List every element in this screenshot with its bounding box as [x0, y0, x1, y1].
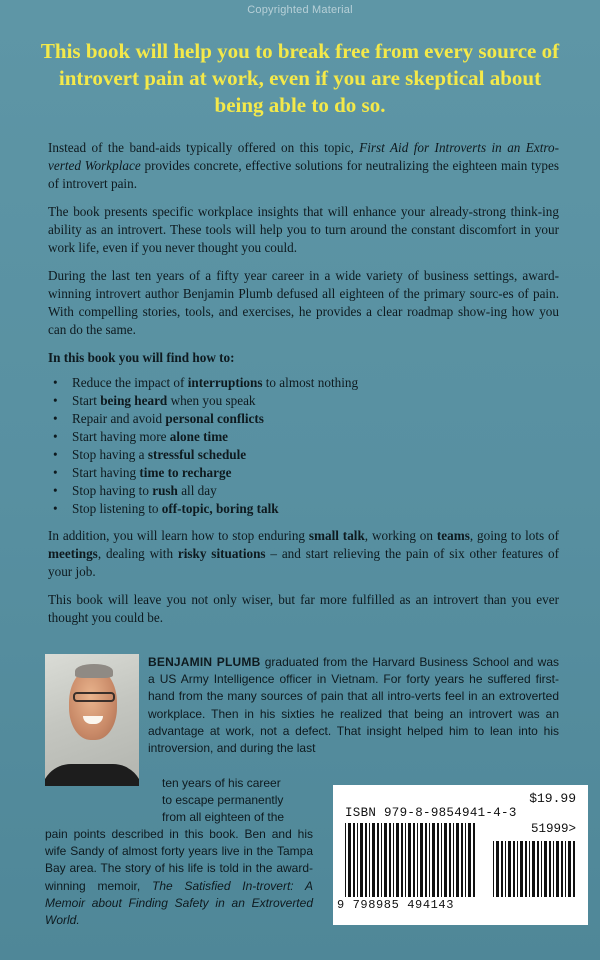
memoir-title: The Satisfied In-trovert: A Memoir about Finding Safety in an Extroverted World. — [45, 878, 313, 928]
barcode-stripe — [396, 823, 399, 897]
insights-paragraph: The book presents specific workplace insights that will enhance your already-strong think-ing ability as an introvert. These tools will help you to turn around the constant discomfort in your work life, even if you never thought you could. — [48, 204, 559, 255]
barcode-stripe — [369, 823, 370, 897]
barcode-bars — [345, 823, 475, 897]
barcode-addon-bars — [493, 841, 575, 897]
barcode-stripe — [381, 823, 382, 897]
barcode-stripe — [357, 823, 358, 897]
barcode-stripe — [468, 823, 471, 897]
barcode-stripe — [505, 841, 506, 897]
barcode-stripe — [532, 841, 535, 897]
bio-line: ten years of his career — [162, 776, 281, 790]
barcode-stripe — [389, 823, 391, 897]
copyright-watermark: Copyrighted Material — [247, 4, 353, 16]
barcode-stripe — [425, 823, 427, 897]
barcode-stripe — [360, 823, 363, 897]
intro-text: Instead of the band-aids typically offered on this topic, — [48, 140, 360, 155]
barcode-stripe — [544, 841, 547, 897]
book-title: First Aid for Introverts in an Extro-verted Workplace — [48, 140, 560, 173]
list-item: • Stop having to rush all day — [72, 482, 559, 500]
barcode-panel — [333, 785, 588, 925]
barcode-stripe — [513, 841, 515, 897]
list-item: • Stop having a stressful schedule — [72, 446, 559, 464]
barcode-stripe — [520, 841, 523, 897]
barcode-stripe — [417, 823, 418, 897]
barcode-stripe — [405, 823, 406, 897]
list-item: • Start being heard when you speak — [72, 392, 559, 410]
barcode-stripe — [453, 823, 454, 897]
barcode-stripe — [529, 841, 530, 897]
author-name: BENJAMIN PLUMB — [148, 655, 261, 669]
author-bio-end — [45, 826, 313, 929]
barcode-stripe — [365, 823, 367, 897]
barcode-stripe — [525, 841, 527, 897]
barcode-stripe — [549, 841, 551, 897]
barcode-stripe — [553, 841, 554, 897]
price: $19.99 — [529, 791, 576, 806]
barcode-stripe — [537, 841, 539, 897]
isbn: ISBN 979-8-9854941-4-3 — [345, 806, 517, 820]
list-item: • Start having more alone time — [72, 428, 559, 446]
closing-paragraph: This book will leave you not only wiser, but far more fulfilled as an introvert than you ever thought you could be. — [48, 592, 559, 625]
barcode-stripe — [565, 841, 566, 897]
barcode-stripe — [493, 841, 494, 897]
price-code: 51999> — [530, 822, 576, 836]
author-paragraph: During the last ten years of a fifty year career in a wide variety of business settings, award-winning introvert author Benjamin Plumb defused all eighteen of the primary sourc-es of pain. With compelling stories, tools, and exercises, he provides a clear roadmap show-ing how you can do the same. — [48, 268, 559, 337]
addition-paragraph: In addition, you will learn how to stop enduring small talk, working on teams, going to lots of meetings, dealing with risky situations – and start relieving the pain of six other features of your job. — [48, 528, 559, 579]
barcode-stripe — [401, 823, 403, 897]
benefits-list — [48, 374, 559, 518]
barcode-stripe — [517, 841, 518, 897]
barcode-stripe — [420, 823, 423, 897]
barcode-stripe — [348, 823, 351, 897]
barcode-stripe — [449, 823, 451, 897]
barcode-stripe — [573, 841, 575, 897]
barcode-stripe — [413, 823, 415, 897]
barcode-stripe — [437, 823, 439, 897]
barcode-stripe — [461, 823, 463, 897]
barcode-stripe — [441, 823, 442, 897]
bio-text: graduated from the Harvard Business School and was a US Army Intelligence officer in Vietnam. For forty years he suffered first-hand from the many sources of pain that all intro-verts feel in an extroverted workplace. Then in his sixties he realized that being an introvert was an advantage at work, not a defect. That insight helped him to lean into his introversion, and during the last — [148, 655, 559, 756]
barcode-stripe — [496, 841, 499, 897]
barcode-number: 9 798985 494143 — [337, 898, 455, 912]
list-item: • Start having time to recharge — [72, 464, 559, 482]
barcode-stripe — [568, 841, 571, 897]
barcode-stripe — [561, 841, 563, 897]
author-photo — [45, 654, 139, 786]
barcode-stripe — [353, 823, 355, 897]
headline: This book will help you to break free from every source of introvert pain at work, even if you are skeptical about being able to do so. — [40, 39, 560, 117]
intro-text-end: provides concrete, effective solutions for neutralizing the eighteen main types of introvert pain. — [48, 158, 559, 191]
description — [48, 139, 559, 637]
barcode-stripe — [372, 823, 375, 897]
barcode-stripe — [473, 823, 475, 897]
bio-text: pain points described in this book. Ben and his wife Sandy of almost forty years live in the Tampa Bay area. The story of his life is told in the award-winning memoir, — [45, 827, 313, 893]
barcode-stripe — [456, 823, 459, 897]
barcode-stripe — [429, 823, 430, 897]
barcode-stripe — [501, 841, 503, 897]
barcode-stripe — [444, 823, 447, 897]
barcode-stripe — [377, 823, 379, 897]
barcode-stripe — [393, 823, 394, 897]
list-item: • Stop listening to off-topic, boring talk — [72, 500, 559, 518]
barcode-stripe — [384, 823, 387, 897]
barcode-stripe — [508, 841, 511, 897]
barcode-stripe — [432, 823, 435, 897]
list-item: • Reduce the impact of interruptions to almost nothing — [72, 374, 559, 392]
bio-line: from all eighteen of the — [162, 810, 285, 824]
bio-line: to escape permanently — [162, 793, 284, 807]
barcode-stripe — [541, 841, 542, 897]
barcode-stripe — [345, 823, 346, 897]
learn-heading: In this book you will find how to: — [48, 350, 235, 365]
barcode-stripe — [556, 841, 559, 897]
barcode-stripe — [465, 823, 466, 897]
author-bio — [148, 654, 559, 757]
intro-paragraph — [48, 139, 559, 193]
barcode-stripe — [408, 823, 411, 897]
list-item: • Repair and avoid personal conflicts — [72, 410, 559, 428]
